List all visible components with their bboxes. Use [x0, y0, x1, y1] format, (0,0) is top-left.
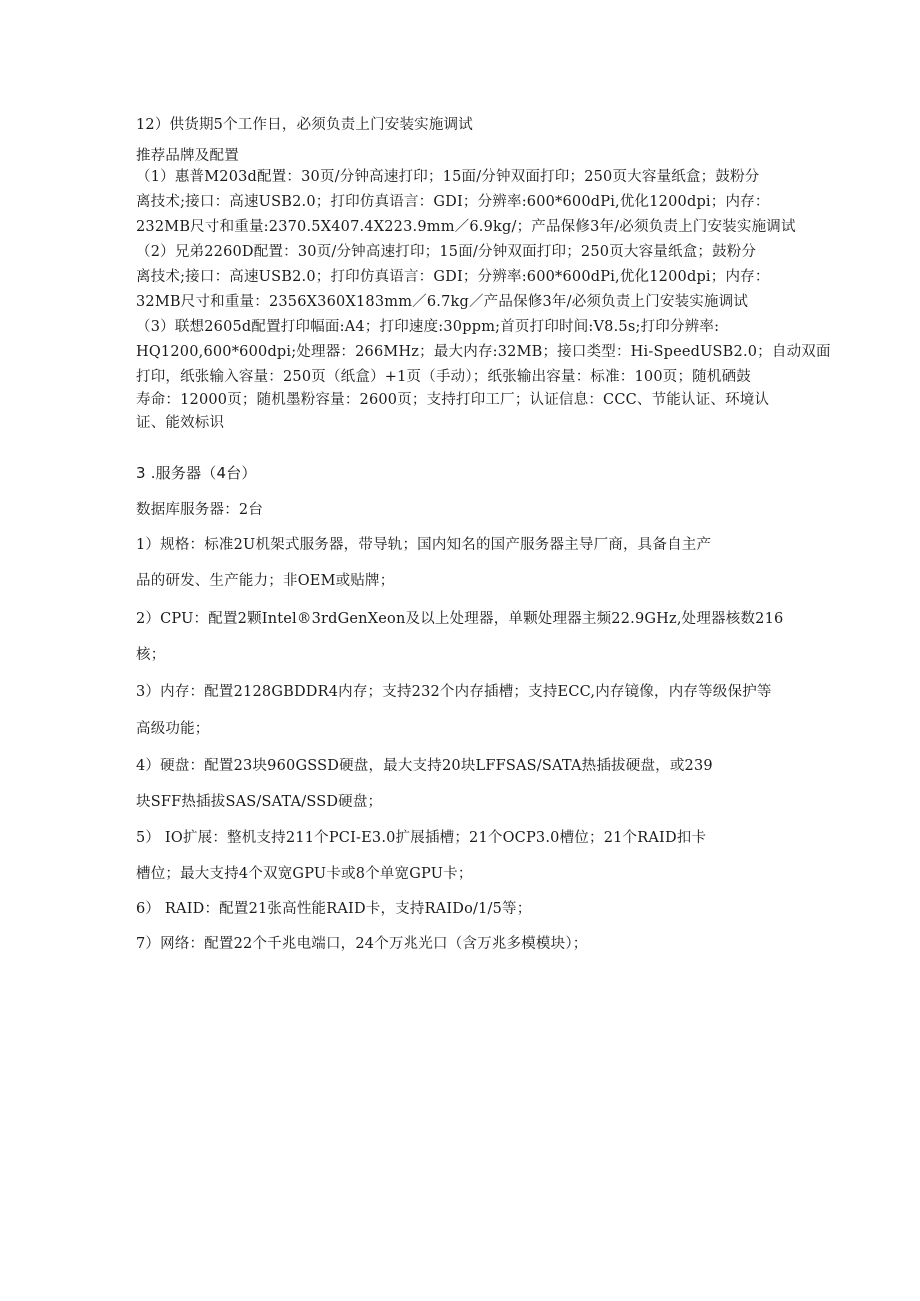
recommend-title: 推荐品牌及配置: [136, 148, 239, 164]
server-line: 核；: [136, 647, 166, 663]
server-line: 块SFF热插拔SAS/SATA/SSD硬盘；: [136, 794, 383, 810]
printer-line: 232MB尺寸和重量:2370.5X407.4X223.9mm／6.9kg/；产品保修3年/必须负责上门安装实施调试: [136, 219, 796, 235]
printer-line: （1）惠普M203d配置：30页/分钟高速打印；15面/分钟双面打印；250页大容量纸盒；鼓粉分: [136, 169, 760, 185]
printer-line: （3）联想2605d配置打印幅面:A4；打印速度:30ppm;首页打印时间:V8.5s;打印分辨率:: [136, 319, 720, 335]
printer-line: （2）兄弟2260D配置：30页/分钟高速打印；15面/分钟双面打印；250页大容量纸盒；鼓粉分: [136, 244, 757, 260]
printer-line: 寿命：12000页；随机墨粉容量：2600页；支持打印工厂；认证信息：CCC、节能认证、环境认: [136, 392, 770, 408]
server-line: 2）CPU：配置2颗Intel®3rdGenXeon及以上处理器，单颗处理器主频22.9GHz,处理器核数216: [136, 611, 784, 627]
server-line: 3）内存：配置2128GBDDR4内存；支持232个内存插槽；支持ECC,内存镜像，内存等级保护等: [136, 684, 772, 700]
server-line: 4）硬盘：配置23块960GSSD硬盘，最大支持20块LFFSAS/SATA热插拔硬盘，或239: [136, 758, 713, 774]
printer-line: 证、能效标识: [136, 415, 225, 431]
section-subtitle: 数据库服务器：2台: [136, 502, 264, 518]
server-line: 高级功能；: [136, 721, 210, 737]
printer-line: 离技术;接口：高速USB2.0；打印仿真语言：GDI；分辨率:600*600dPi,优化1200dpi；内存：: [136, 194, 770, 210]
printer-line: 32MB尺寸和重量：2356X360X183mm／6.7kg／产品保修3年/必须负责上门安装实施调试: [136, 294, 749, 310]
server-line: 7）网络：配置22个千兆电端口，24个万兆光口（含万兆多模模块）；: [136, 936, 588, 952]
printer-line: 打印，纸张输入容量：250页（纸盒）+1页（手动）；纸张输出容量：标准：100页；随机硒鼓: [136, 369, 751, 385]
server-line: 6） RAID：配置21张高性能RAID卡，支持RAIDo/1/5等；: [136, 901, 532, 917]
server-line: 槽位；最大支持4个双宽GPU卡或8个单宽GPU卡；: [136, 866, 473, 882]
server-line: 5） IO扩展：整机支持211个PCI-E3.0扩展插槽；21个OCP3.0槽位；21个RAID扣卡: [136, 830, 707, 846]
printer-line: HQ1200,600*600dpi;处理器：266MHz；最大内存:32MB；接口类型：Hi-SpeedUSB2.0；自动双面: [136, 344, 831, 360]
server-line: 品的研发、生产能力；非OEM或贴牌；: [136, 573, 395, 589]
printer-line: 离技术;接口：高速USB2.0；打印仿真语言：GDI；分辨率:600*600dPi,优化1200dpi；内存：: [136, 269, 770, 285]
section-title: 3 .服务器（4台）: [136, 464, 257, 482]
server-line: 1）规格：标准2U机架式服务器，带导轨；国内知名的国产服务器主导厂商，具备自主产: [136, 537, 712, 553]
delivery-line: 12）供货期5个工作日，必须负责上门安装实施调试: [136, 117, 473, 133]
